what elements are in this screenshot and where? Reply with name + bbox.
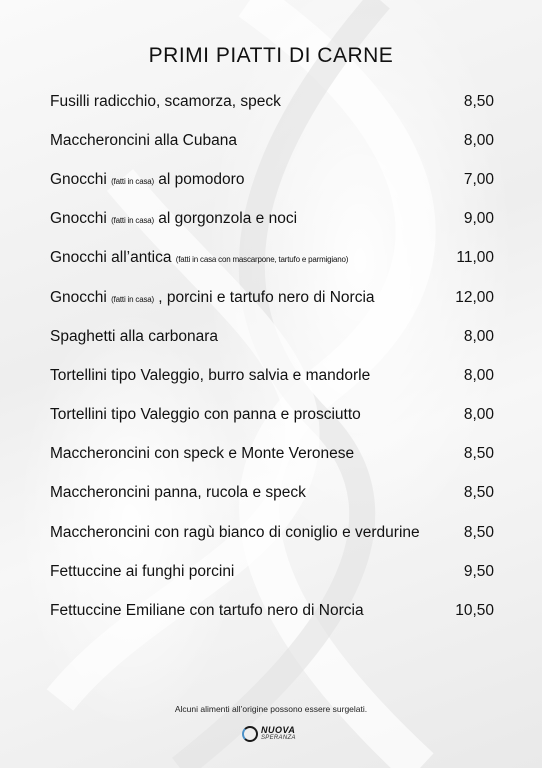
dish-name bbox=[50, 171, 244, 189]
dish-name bbox=[50, 289, 375, 307]
logo-line2: SPERANZA bbox=[261, 735, 296, 741]
list-item bbox=[50, 200, 494, 239]
logo-swirl-icon bbox=[242, 726, 258, 742]
dish-name-end: , porcini e tartufo nero di Norcia bbox=[153, 288, 375, 306]
dish-name bbox=[50, 210, 297, 228]
dish-price: 8,00 bbox=[463, 131, 494, 149]
dish-price: 9,00 bbox=[463, 210, 494, 228]
dish-price: 8,50 bbox=[463, 523, 494, 541]
dish-price: 8,50 bbox=[463, 484, 494, 502]
dish-price: 10,50 bbox=[455, 602, 494, 620]
dish-note: (fatti in casa) bbox=[111, 216, 154, 226]
list-item bbox=[50, 474, 494, 513]
dish-price: 9,50 bbox=[463, 562, 494, 580]
dish-name-start: Gnocchi bbox=[50, 210, 112, 228]
list-item bbox=[50, 356, 494, 395]
dish-price: 11,00 bbox=[456, 249, 494, 267]
menu-list bbox=[50, 82, 494, 631]
dish-name: Maccheroncini panna, rucola e speck bbox=[50, 484, 306, 502]
dish-note: (fatti in casa con mascarpone, tartufo e parmigiano) bbox=[175, 255, 349, 265]
dish-name: Maccheroncini con ragù bianco di coniglio e verdurine bbox=[50, 523, 420, 541]
list-item bbox=[50, 121, 494, 160]
frozen-notice: Alcuni alimenti all’origine possono essere surgelati. bbox=[174, 704, 368, 714]
dish-price: 7,00 bbox=[463, 170, 494, 188]
dish-name: Tortellini tipo Valeggio, burro salvia e mandorle bbox=[50, 366, 371, 384]
list-item bbox=[50, 239, 494, 278]
list-item bbox=[50, 396, 494, 435]
list-item bbox=[50, 278, 494, 317]
dish-note: (fatti in casa) bbox=[111, 294, 154, 304]
list-item bbox=[50, 82, 494, 121]
dish-price: 12,00 bbox=[455, 288, 494, 306]
logo-text bbox=[261, 726, 296, 742]
dish-price: 8,50 bbox=[463, 92, 494, 110]
list-item bbox=[50, 317, 494, 356]
dish-name: Maccheroncini con speck e Monte Veronese bbox=[50, 445, 355, 463]
dish-price: 8,00 bbox=[463, 406, 494, 424]
dish-price: 8,00 bbox=[463, 327, 494, 345]
logo-line1: NUOVA bbox=[261, 725, 296, 735]
page-title: PRIMI PIATTI DI CARNE bbox=[148, 44, 394, 67]
dish-name-end: al pomodoro bbox=[153, 170, 245, 188]
dish-name-start: Gnocchi bbox=[50, 170, 112, 188]
list-item bbox=[50, 513, 494, 552]
dish-name-start: Gnocchi all’antica bbox=[50, 249, 176, 267]
dish-name: Maccheroncini alla Cubana bbox=[50, 131, 237, 149]
list-item bbox=[50, 160, 494, 199]
list-item bbox=[50, 552, 494, 591]
dish-name: Spaghetti alla carbonara bbox=[50, 327, 219, 345]
dish-name: Tortellini tipo Valeggio con panna e prosciutto bbox=[50, 406, 361, 424]
dish-name: Fettuccine Emiliane con tartufo nero di Norcia bbox=[50, 602, 364, 620]
dish-note: (fatti in casa) bbox=[111, 176, 154, 186]
dish-price: 8,50 bbox=[463, 445, 494, 463]
list-item bbox=[50, 435, 494, 474]
dish-name-end: al gorgonzola e noci bbox=[153, 210, 298, 228]
dish-name: Fusilli radicchio, scamorza, speck bbox=[50, 92, 281, 110]
list-item bbox=[50, 591, 494, 630]
dish-name bbox=[50, 249, 348, 267]
dish-name: Fettuccine ai funghi porcini bbox=[50, 562, 235, 580]
restaurant-logo bbox=[242, 722, 312, 746]
dish-name-start: Gnocchi bbox=[50, 288, 112, 306]
dish-price: 8,00 bbox=[463, 366, 494, 384]
